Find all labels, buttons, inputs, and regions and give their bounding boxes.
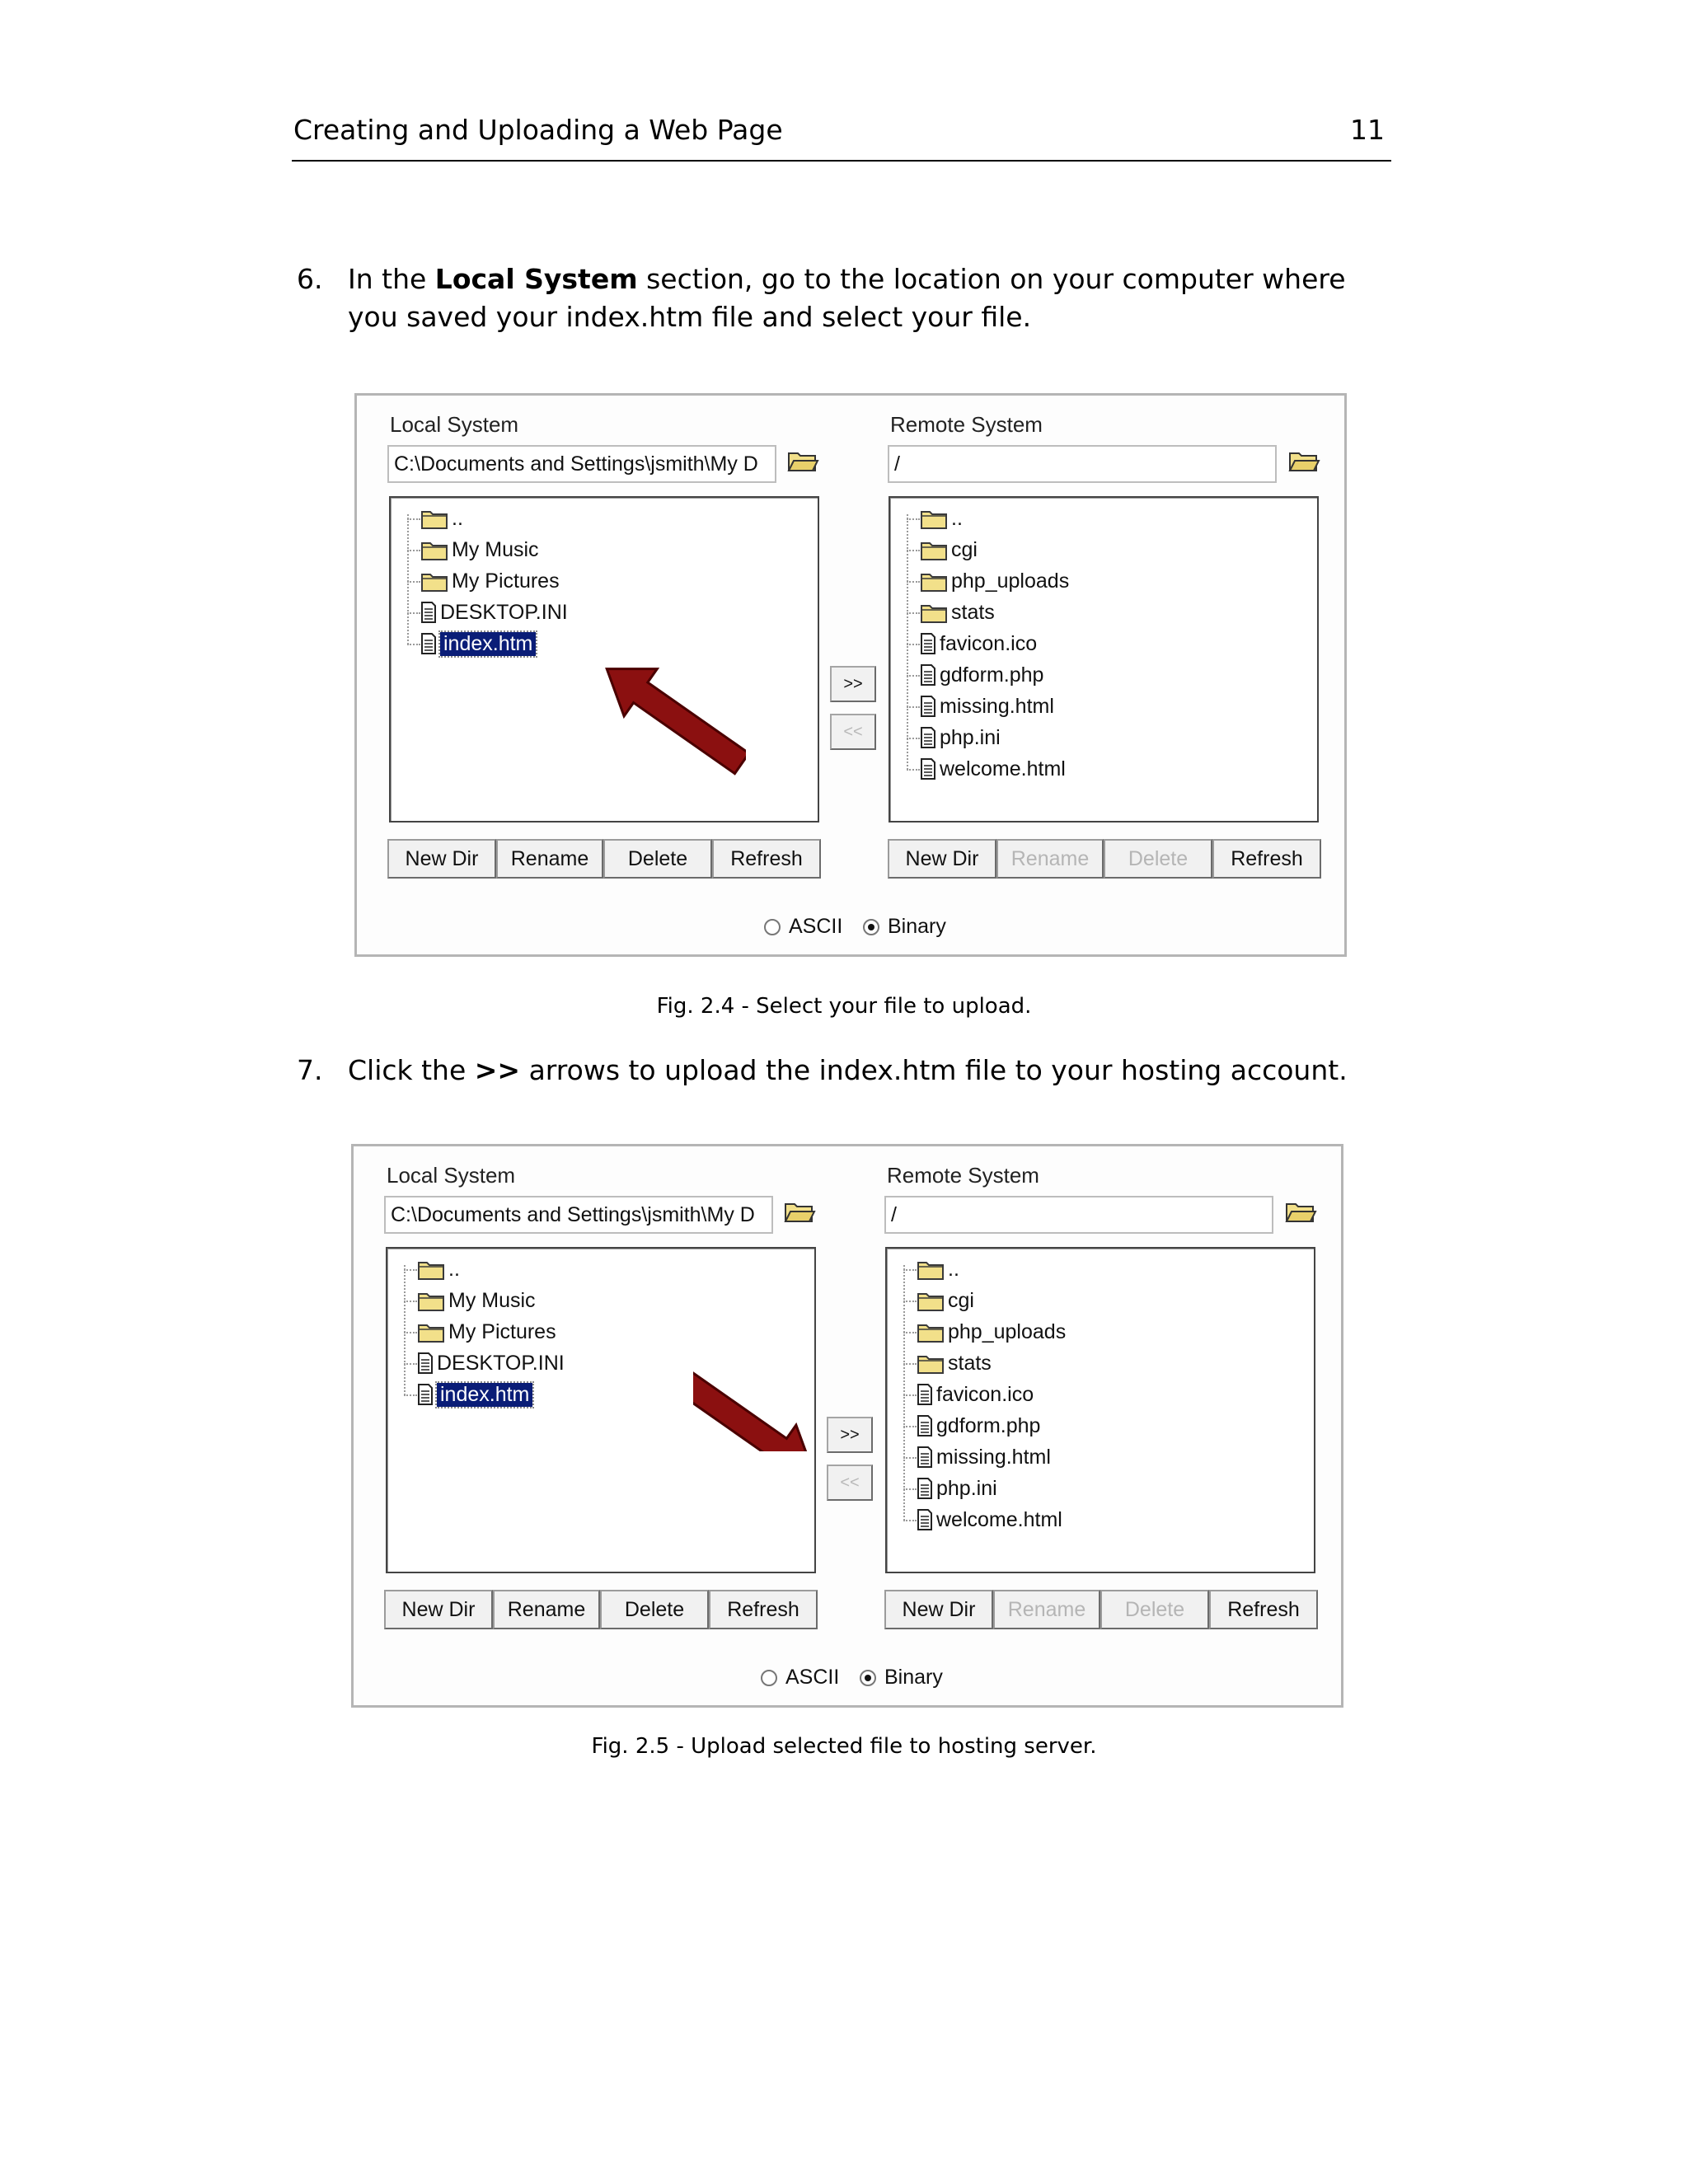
remote-rename-button[interactable]: Rename [993,1590,1100,1629]
upload-button[interactable]: >> [830,666,876,702]
remote-file-list[interactable] [889,496,1319,823]
file-icon [920,632,936,655]
file-icon [417,1352,434,1375]
item-label: DESKTOP.INI [437,1351,565,1375]
figure-caption-2: Fig. 2.5 - Upload selected file to hosting server. [591,1734,1097,1759]
file-icon [917,1446,933,1469]
red-arrow-icon [693,1344,833,1451]
folder-icon [920,538,948,561]
browse-folder-icon[interactable] [783,1199,816,1224]
file-item[interactable] [917,1506,1062,1534]
tree-connector [907,581,920,583]
step-text-part: Click the [348,1054,475,1086]
tree-connector [404,1301,417,1302]
folder-item[interactable] [917,1349,992,1377]
folder-item[interactable] [920,598,995,626]
folder-icon [917,1320,945,1343]
file-item[interactable] [920,630,1037,658]
page-number: 11 [1350,114,1385,146]
item-label: welcome.html [940,757,1066,780]
remote-system-label: Remote System [887,1163,1039,1188]
item-label: .. [452,506,463,530]
item-label: My Music [448,1288,536,1312]
item-label: stats [948,1351,992,1375]
folder-item[interactable] [917,1318,1066,1346]
folder-item[interactable] [420,536,539,564]
folder-icon [417,1320,445,1343]
item-label: cgi [951,537,978,561]
local-new-dir-button[interactable]: New Dir [384,1590,493,1629]
item-label: missing.html [940,694,1054,718]
folder-item[interactable] [417,1286,536,1315]
folder-icon [420,507,448,530]
item-label: stats [951,600,995,624]
tree-connector [907,612,920,614]
ascii-radio[interactable] [764,919,781,935]
file-icon [917,1508,933,1531]
item-label: My Music [452,537,539,561]
remote-rename-button[interactable]: Rename [996,839,1104,879]
browse-folder-icon[interactable] [1287,448,1320,473]
folder-icon [917,1258,945,1281]
folder-icon [417,1289,445,1312]
folder-item[interactable] [417,1255,460,1283]
tree-connector [903,1488,917,1490]
folder-icon [920,507,948,530]
page-title: Creating and Uploading a Web Page [293,114,783,146]
file-icon [920,726,936,749]
file-item[interactable] [920,661,1043,689]
local-path-field[interactable]: C:\Documents and Settings\jsmith\My D [384,1196,773,1234]
figure-caption-1: Fig. 2.4 - Select your file to upload. [656,994,1032,1019]
remote-new-dir-button[interactable]: New Dir [884,1590,993,1629]
local-system-label: Local System [387,1163,516,1188]
tree-connector [407,644,420,645]
tree-connector [903,1332,917,1333]
ascii-label: ASCII [789,915,843,938]
binary-label: Binary [884,1666,943,1689]
file-icon [920,663,936,687]
tree-connector [907,738,920,739]
browse-folder-icon[interactable] [1284,1199,1317,1224]
tree-connector [903,1394,917,1396]
download-button[interactable]: << [827,1465,873,1501]
binary-option[interactable] [863,915,946,939]
tree-connector [407,514,409,644]
tree-connector [407,550,420,551]
item-label: index.htm [440,632,536,656]
remote-button-row [884,1590,1318,1631]
ascii-option[interactable] [764,915,842,939]
remote-file-list[interactable] [885,1247,1315,1573]
tree-connector [903,1520,917,1521]
remote-path-field[interactable]: / [888,445,1277,483]
file-item[interactable] [917,1380,1034,1408]
item-label: .. [951,506,963,530]
tree-connector [404,1394,417,1396]
tree-connector [907,769,920,771]
remote-system-label: Remote System [890,412,1043,437]
folder-item[interactable] [920,504,963,532]
folder-icon [917,1352,945,1375]
step-text-part: In the [348,263,435,295]
local-path-field[interactable]: C:\Documents and Settings\jsmith\My D [387,445,776,483]
folder-item[interactable] [417,1318,556,1346]
ftp-panel-1 [354,393,1347,957]
local-button-row [384,1590,818,1631]
file-item[interactable] [920,755,1066,783]
page-header [292,114,1391,162]
local-rename-button[interactable]: Rename [493,1590,600,1629]
folder-icon [420,538,448,561]
file-item[interactable] [417,1349,565,1377]
tree-connector [404,1265,406,1395]
local-rename-button[interactable]: Rename [496,839,603,879]
item-label: gdform.php [940,663,1044,687]
file-item[interactable] [920,724,1001,752]
remote-path-field[interactable]: / [884,1196,1273,1234]
item-label: php.ini [940,725,1001,749]
tree-connector [903,1457,917,1459]
local-delete-button[interactable]: Delete [603,839,712,879]
file-item[interactable] [420,630,536,658]
download-button[interactable]: << [830,714,876,750]
step-bold-text: Local System [434,263,638,295]
file-icon [420,632,437,655]
folder-item[interactable] [920,536,978,564]
tree-connector [903,1265,905,1521]
item-label: favicon.ico [940,631,1038,655]
remote-delete-button[interactable]: Delete [1100,1590,1209,1629]
item-label: php.ini [936,1476,997,1500]
tree-connector [404,1332,417,1333]
file-icon [917,1414,933,1437]
item-label: My Pictures [448,1319,556,1343]
binary-radio[interactable] [863,919,879,935]
folder-item[interactable] [420,504,463,532]
item-label: cgi [948,1288,974,1312]
folder-icon [920,601,948,624]
file-item[interactable] [420,598,568,626]
item-label: php_uploads [948,1319,1067,1343]
local-button-row [387,839,821,880]
folder-icon [920,569,948,593]
binary-radio[interactable] [860,1670,876,1686]
folder-icon [420,569,448,593]
ascii-radio[interactable] [761,1670,777,1686]
file-icon [920,695,936,718]
folder-icon [917,1289,945,1312]
file-item[interactable] [917,1412,1040,1440]
ascii-option[interactable] [761,1666,839,1690]
step-bold-text: >> [474,1054,521,1086]
tree-connector [404,1269,417,1271]
step-number: 6. [297,263,323,295]
step-text-part: section, go to the location on your computer where you saved your index.htm file and select your file. [348,263,1346,333]
item-label: index.htm [437,1383,532,1407]
file-item[interactable] [417,1380,532,1408]
file-icon [420,601,437,624]
step-text [348,1052,1395,1090]
file-icon [417,1383,434,1406]
file-item[interactable] [917,1474,997,1502]
ascii-label: ASCII [785,1666,840,1689]
file-item[interactable] [917,1443,1051,1471]
file-icon [917,1477,933,1500]
item-label: DESKTOP.INI [440,600,568,624]
red-arrow-icon [548,651,746,799]
binary-option[interactable] [860,1666,943,1690]
tree-connector [903,1363,917,1365]
step-text [348,260,1395,336]
file-icon [920,757,936,780]
remote-button-row [888,839,1321,880]
local-system-label: Local System [390,412,519,437]
folder-item[interactable] [920,567,1069,595]
folder-item[interactable] [917,1255,959,1283]
local-refresh-button[interactable]: Refresh [712,839,821,879]
browse-folder-icon[interactable] [786,448,819,473]
remote-delete-button[interactable]: Delete [1104,839,1212,879]
folder-item[interactable] [420,567,560,595]
local-refresh-button[interactable]: Refresh [709,1590,818,1629]
item-label: favicon.ico [936,1382,1034,1406]
tree-connector [903,1426,917,1427]
binary-label: Binary [888,915,946,938]
item-label: .. [448,1257,460,1281]
remote-new-dir-button[interactable]: New Dir [888,839,996,879]
file-item[interactable] [920,692,1054,720]
tree-connector [407,581,420,583]
item-label: My Pictures [452,569,560,593]
tree-connector [907,675,920,677]
remote-refresh-button[interactable]: Refresh [1209,1590,1318,1629]
folder-item[interactable] [917,1286,974,1315]
step-number: 7. [297,1054,323,1086]
local-delete-button[interactable]: Delete [600,1590,709,1629]
item-label: welcome.html [936,1507,1062,1531]
tree-connector [407,518,420,520]
tree-connector [907,706,920,708]
ftp-panel-2 [351,1144,1343,1708]
local-new-dir-button[interactable]: New Dir [387,839,496,879]
tree-connector [407,612,420,614]
step-text-part: arrows to upload the index.htm file to your hosting account. [520,1054,1348,1086]
file-icon [917,1383,933,1406]
folder-icon [417,1258,445,1281]
tree-connector [907,550,920,551]
tree-connector [903,1301,917,1302]
item-label: php_uploads [951,569,1070,593]
remote-refresh-button[interactable]: Refresh [1212,839,1321,879]
tree-connector [903,1269,917,1271]
item-label: missing.html [936,1445,1051,1469]
tree-connector [907,644,920,645]
tree-connector [907,518,920,520]
item-label: .. [948,1257,959,1281]
item-label: gdform.php [936,1413,1041,1437]
upload-button[interactable]: >> [827,1417,873,1453]
tree-connector [907,514,908,770]
tree-connector [404,1363,417,1365]
